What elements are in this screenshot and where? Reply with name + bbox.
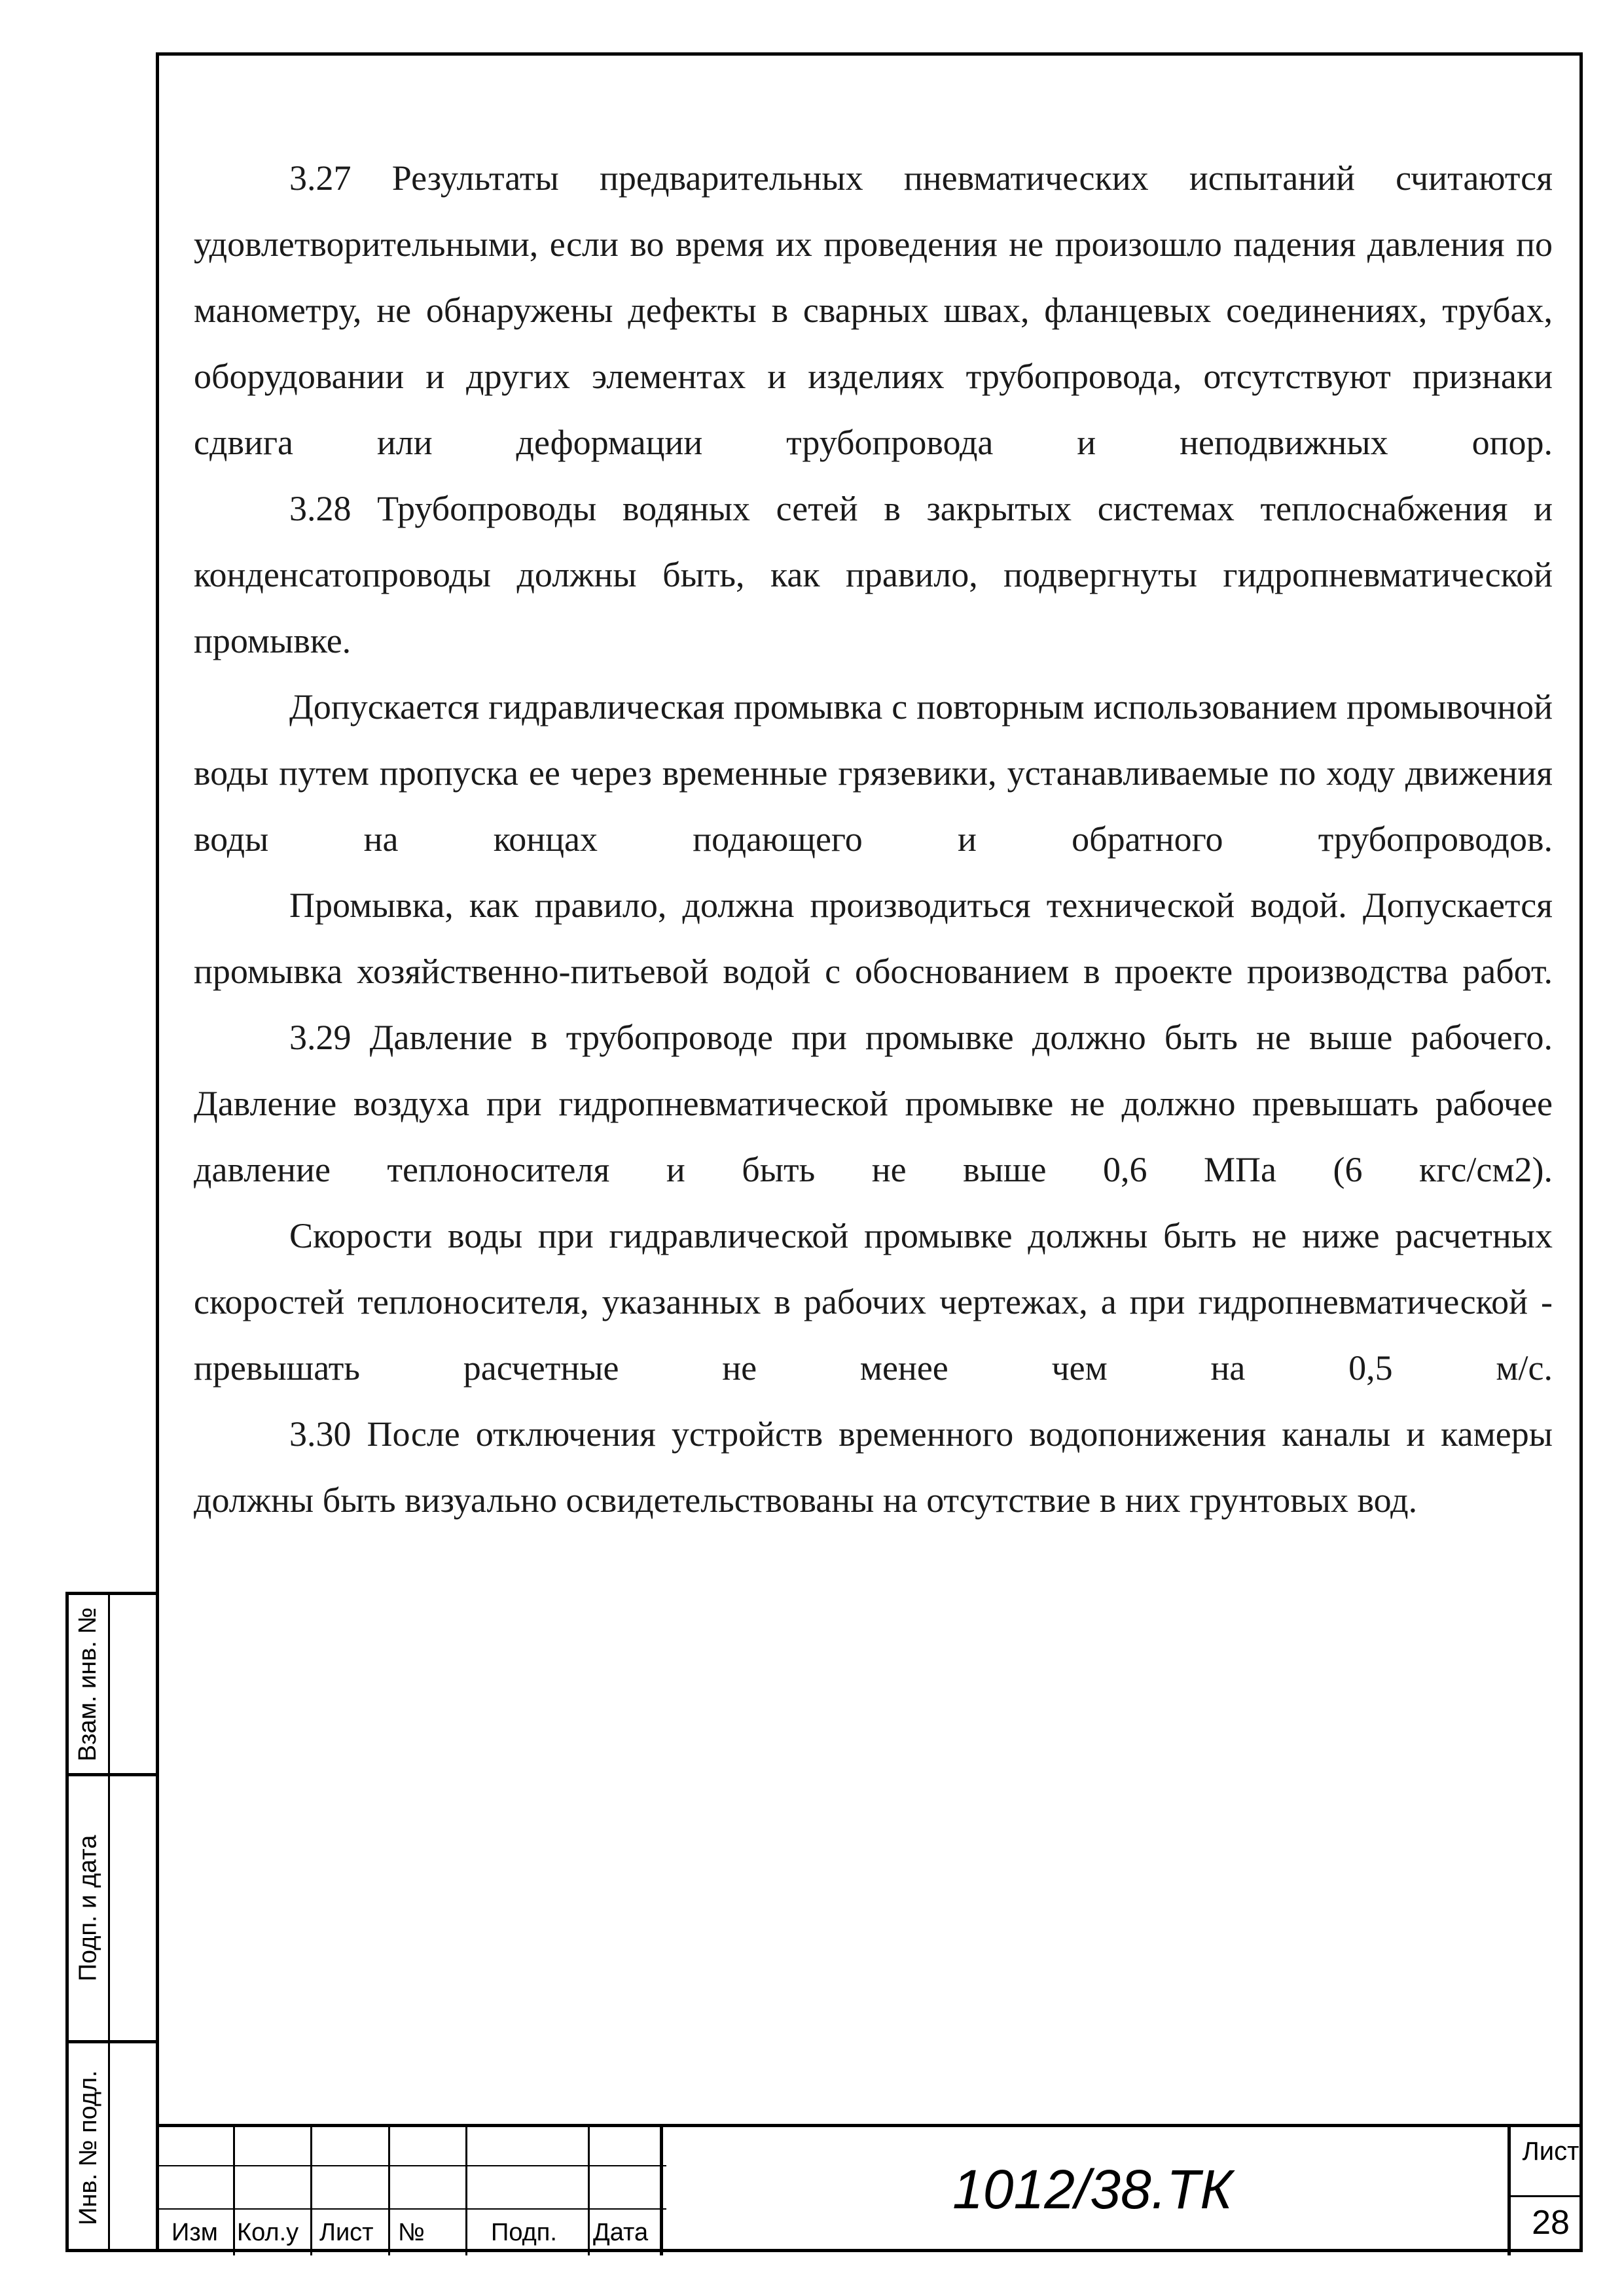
tb-grid-line <box>465 2127 467 2255</box>
tb-col-podp: Подп. <box>491 2219 557 2246</box>
tb-grid-line <box>388 2127 390 2255</box>
side-label-podp: Подп. и дата <box>74 1835 102 1982</box>
document-code: 1012/38.ТК <box>952 2159 1233 2220</box>
paragraph-flushing-allowed: Допускается гидравлическая промывка с повторным использованием промывочной воды путем пропуска ее через временные грязевики, устанавливаемые по ходу движения воды на концах подающего и обратного трубопроводов. <box>194 687 1553 859</box>
side-stamp <box>65 1592 156 2252</box>
tb-grid-line <box>660 2127 663 2255</box>
side-label-vzam: Взам. инв. № <box>74 1607 102 1761</box>
paragraph-3-30: 3.30 После отключения устройств временного водопонижения каналы и камеры должны быть визуально освидетельствованы на отсутствие в них грунтовых вод. <box>194 1414 1553 1520</box>
tb-grid-line <box>156 2165 666 2166</box>
tb-grid-line <box>233 2127 235 2255</box>
paragraph-water-speed: Скорости воды при гидравлической промывке должны быть не ниже расчетных скоростей теплоносителя, указанных в рабочих чертежах, а при гидропневматической - превышать расчетные не менее чем на 0,5 м/с. <box>194 1216 1553 1388</box>
sheet-label: Лист <box>1522 2137 1579 2166</box>
tb-col-list: Лист <box>319 2219 374 2246</box>
tb-grid-line <box>310 2127 312 2255</box>
paragraph-flushing-water: Промывка, как правило, должна производиться технической водой. Допускается промывка хозяйственно-питьевой водой с обоснованием в проекте производства работ. <box>194 886 1553 991</box>
paragraph-3-28: 3.28 Трубопроводы водяных сетей в закрытых системах теплоснабжения и конденсатопроводы должны быть, как правило, подвергнуты гидропневматической промывке. <box>194 489 1553 660</box>
paragraph-3-27: 3.27 Результаты предварительных пневматических испытаний считаются удовлетворительными, если во время их проведения не произошло падения давления по манометру, не обнаружены дефекты в сварных швах, фланцевых соединениях, трубах, оборудовании и других элементах и изделиях трубопровода, отсутствуют признаки сдвига или деформации трубопровода и неподвижных опор. <box>194 158 1553 462</box>
tb-grid-line <box>588 2127 590 2255</box>
document-body <box>194 145 1553 1534</box>
tb-col-izm: Изм <box>171 2219 218 2246</box>
sheet-number: 28 <box>1532 2203 1570 2242</box>
tb-col-kolu: Кол.у <box>237 2219 299 2246</box>
tb-grid-line <box>156 2208 666 2210</box>
tb-col-num: № <box>398 2219 425 2246</box>
paragraph-3-29: 3.29 Давление в трубопроводе при промывке должно быть не выше рабочего. Давление воздуха при гидропневматической промывке не должно превышать рабочее давление теплоносителя и быть не выше 0,6 МПа (6 кгс/см2). <box>194 1018 1553 1189</box>
tb-col-data: Дата <box>593 2219 649 2246</box>
side-label-inv: Инв. № подл. <box>74 2070 102 2225</box>
